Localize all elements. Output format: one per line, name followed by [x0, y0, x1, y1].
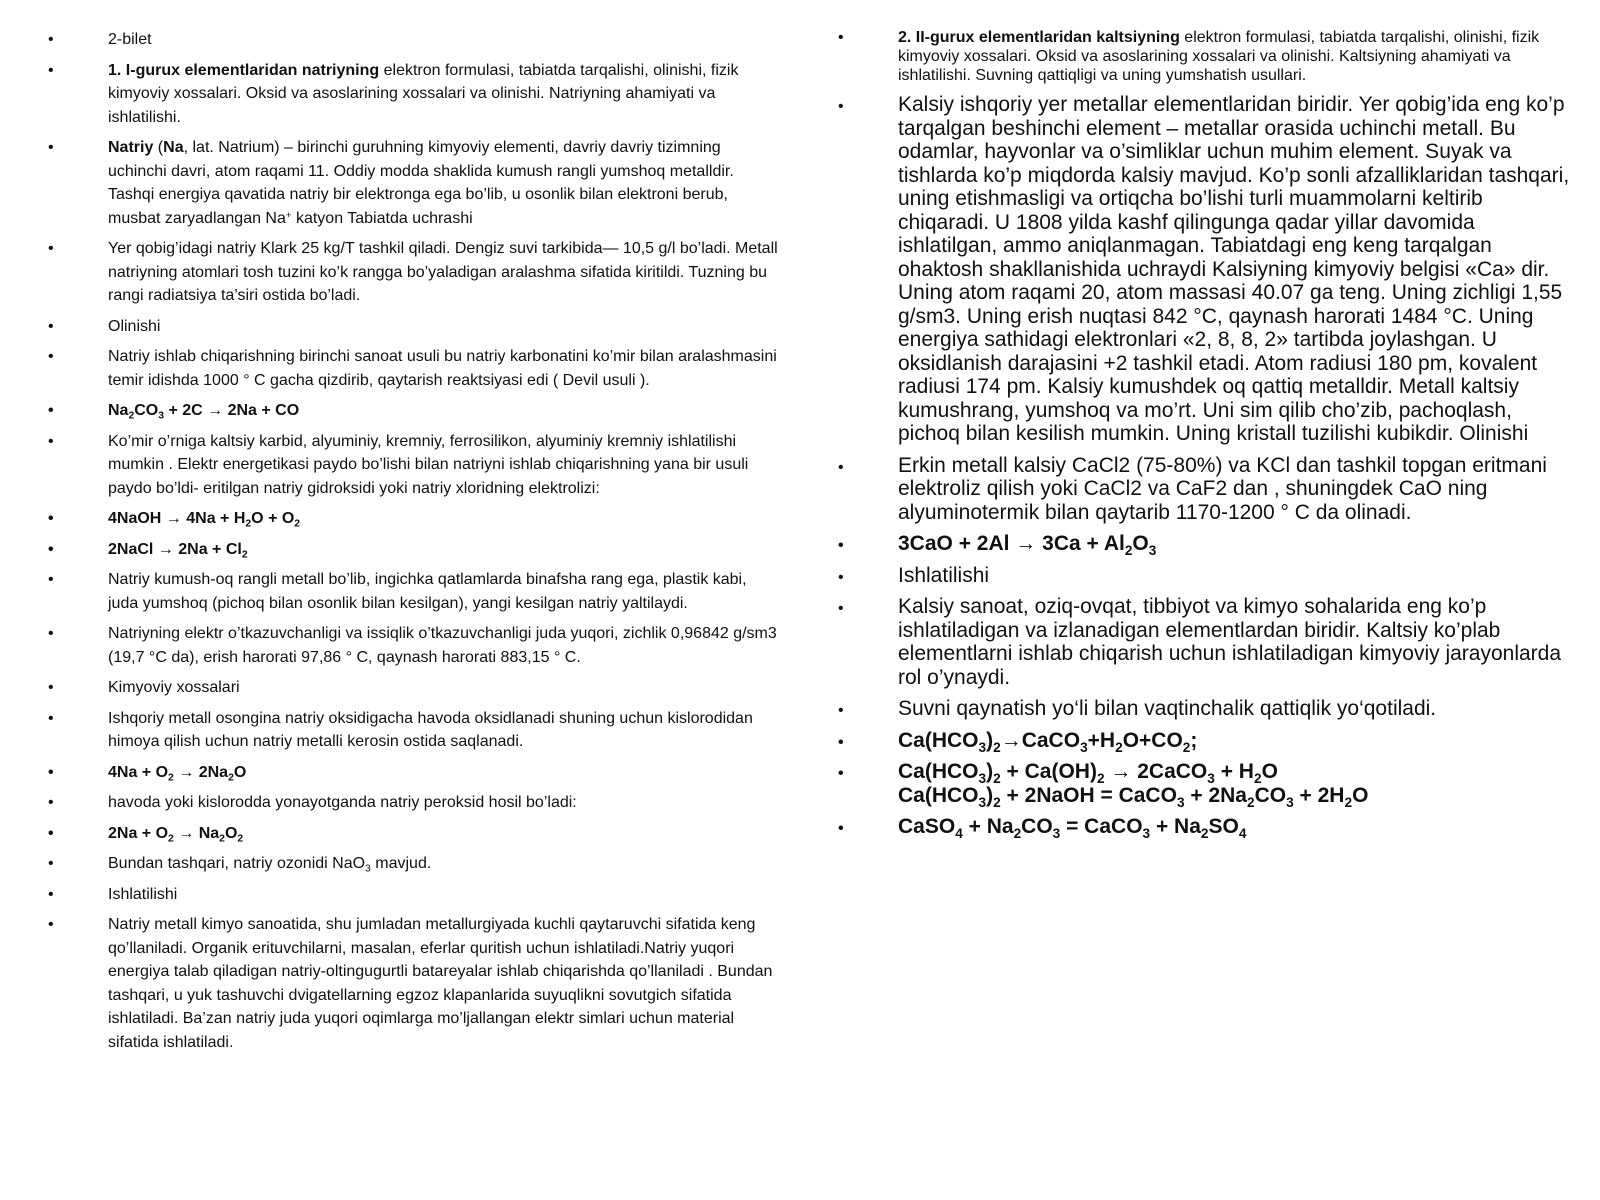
list-item — [40, 28, 780, 52]
section-ishlatilishi: Ishlatilishi — [108, 885, 178, 903]
text: ( — [153, 139, 164, 156]
bullet-dot-icon: • — [48, 794, 54, 811]
question-2-text: elektron formulasi, tabiatda tarqalishi, olinishi, fizik kimyoviy xossalari. Oksid va asoslarining xossalari va olinishi. Kaltsiyning ahamiyati va ishlatilishi. Suvning qattiqligi va uning yumshatish usullari. — [898, 29, 1540, 84]
intro-text: , lat. Natrium) – birinchi guruhning kimyoviy elementi, davriy davriy tizimning uchinchi davri, atom raqami 11. Oddiy modda shaklida kumush rangli yumshoq metalldir. Tashqi energiya qavatida natriy bir elektronga ega bo’lib, u osonlik bilan elektroni berub, musbat zaryadlangan Na — [108, 139, 734, 227]
list-item — [40, 761, 780, 785]
formula-3: 2NaCl → $2Na + Cl_2$ — [108, 540, 248, 561]
bullet-dot-icon: • — [838, 568, 844, 586]
list-item — [830, 697, 1570, 721]
question-2-heading: 2. II-gurux elementlaridan kaltsiyning — [898, 29, 1180, 46]
bullet-dot-icon: • — [48, 510, 54, 527]
industrial-method-paragraph: Natriy ishlab chiqarishning birinchi sanoat usuli bu natriy karbonatini ko’mir bilan aralashmasini temir idishda 1000 ° C gacha qizdirib, qaytarish reaktsiyasi edi ( Devil usuli ). — [108, 348, 777, 389]
list-item — [830, 729, 1570, 753]
bullet-dot-icon: • — [48, 31, 54, 48]
list-item — [40, 676, 780, 700]
calcium-usage-paragraph: Kalsiy sanoat, oziq-ovqat, tibbiyot va kimyo sohalarida eng ko’p ishlatiladigan va izlanadigan elementlardan biridir. Kaltsiy ko’plab elementlarni ishlab chiqarish uchun ishlatiladigan kimyoviy jarayonlarda rol o’ynaydi. — [898, 595, 1562, 689]
left-bullet-list — [40, 28, 780, 1054]
list-item — [40, 707, 780, 754]
list-item — [40, 791, 780, 815]
bullet-dot-icon: • — [48, 240, 54, 257]
question-1-heading: 1. I-gurux elementlaridan natriyning — [108, 61, 380, 79]
list-item — [40, 568, 780, 615]
charge-sup: + — [285, 209, 292, 221]
oxidation-paragraph: Ishqoriy metall osongina natriy oksidigacha havoda oksidlanadi shuning uchun kislorodidan himoya qilish uchun natriy metalli kerosin ostida saqlanadi. — [108, 709, 753, 750]
bullet-dot-icon: • — [48, 317, 54, 335]
list-item — [830, 564, 1570, 588]
bullet-dot-icon: • — [48, 855, 54, 872]
list-item — [830, 595, 1570, 689]
list-item — [40, 399, 780, 423]
symbol-na: Na — [163, 139, 184, 156]
question-1-text: elektron formulasi, tabiatda tarqalishi, olinishi, fizik kimyoviy xossalari. Oksid va asoslarining xossalari va olinishi. Natriyning ahamiyati va ishlatilishi. — [108, 61, 739, 126]
usage-paragraph: Natriy metall kimyo sanoatida, shu jumladan metallurgiyada kuchli qaytaruvchi sifatida keng qo’llaniladi. Organik erituvchilarni, masalan, eferlar quritish uchun ishlatiladi.Natriy yuqori energiya talab qiladigan natriy-oltingugurtli batareyalar ishlab chiqarishda qo’llaniladi . Bundan tashqari, u yuk tashuvchi dvigatellarning egzoz klapanlarida suyuqlikni sovutgich sifatida ishlatiladi. Ba’zan natriy juda yuqori oqimlarga mo’ljallangan elektr simlari uchun material sifatida ishlatiladi. — [108, 916, 773, 1051]
list-item — [830, 93, 1570, 446]
formula-9: $Ca(HCO_3)_2$ + 2NaOH = CaCO$_3$ + $2Na_2CO_3 + 2H_2O$ — [898, 783, 1369, 810]
list-item — [40, 538, 780, 562]
list-item — [40, 136, 780, 230]
list-item — [40, 430, 780, 501]
bullet-dot-icon: • — [838, 537, 844, 554]
water-hardness-paragraph: Suvni qaynatish yo‘li bilan vaqtinchalik qattiqlik yo‘qotiladi. — [898, 697, 1437, 720]
bullet-dot-icon: • — [48, 540, 54, 558]
list-item — [40, 507, 780, 531]
bullet-dot-icon: • — [48, 763, 54, 781]
bullet-dot-icon: • — [48, 61, 54, 79]
electrolysis-paragraph: Ko’mir o’rniga kaltsiy karbid, alyuminiy, kremniy, ferrosilikon, alyuminiy kremniy ishlatilishi mumkin . Elektr energetikasi paydo bo’lishi bilan natriyni ishlab chiqarishning yana bir usuli paydo bo’ldi- eritilgan natriy gidroksidi yoki natriy xloridning elektrolizi: — [108, 432, 749, 497]
bullet-dot-icon: • — [48, 824, 54, 842]
list-item — [40, 59, 780, 130]
list-item — [40, 622, 780, 669]
list-item — [40, 822, 780, 846]
intro-text-end: katyon Tabiatda uchrashi — [291, 209, 473, 227]
list-item — [40, 852, 780, 876]
list-item — [830, 454, 1570, 525]
bullet-dot-icon: • — [48, 916, 54, 933]
klark-paragraph: Yer qobig’idagi natriy Klark 25 kg/T tashkil qiladi. Dengiz suvi tarkibida— 10,5 g/l bo’ladi. Metall natriyning atomlari tosh tuzini ko’k rangga bo’yaladigan aralashma sifatida kiritildi. Tuzning bu rangi radiatsiya ta’siri ostida bo’ladi. — [108, 240, 778, 304]
physical-properties-paragraph: Natriy kumush-oq rangli metall bo’lib, ingichka qatlamlarda binafsha rang ega, plastik kabi, juda yumshoq (pichoq bilan osonlik bilan kesilgan), yangi kesilgan natriy yaltilaydi. — [108, 571, 747, 612]
formula-10: CaSO$_4$ + $Na_2CO_3$ = CaCO$_3$ + $Na_2SO_4$ — [898, 815, 1247, 841]
list-item — [40, 913, 780, 1054]
bullet-dot-icon: • — [48, 348, 54, 365]
conductivity-paragraph: Natriyning elektr o’tkazuvchanligi va issiqlik o’tkazuvchanligi juda yuqori, zichlik 0,96842 g/sm3 (19,7 °C da), erish harorati 97,86 ° C, qaynash harorati 883,15 ° C. — [108, 625, 777, 666]
list-item — [830, 532, 1570, 556]
formula-8: $Ca(HCO_3)_2 + Ca(OH)_2$ → 2CaCO$_3$ + $H_2O$ — [898, 760, 1278, 786]
bullet-dot-icon: • — [838, 765, 844, 782]
formula-1: $Na_2CO_3 + 2C \to 2Na$ + CO — [108, 402, 300, 422]
left-column — [40, 28, 780, 1061]
ticket-title: 2-bilet — [108, 31, 152, 48]
list-item — [40, 237, 780, 308]
formula-4: $4Na + O_2 \to 2Na_2O$ — [108, 763, 247, 784]
section-ishlatilishi: Ishlatilishi — [898, 563, 990, 587]
bullet-dot-icon: • — [48, 402, 54, 419]
section-olinishi: Olinishi — [108, 317, 161, 335]
formula-7: $Ca(HCO_3)_2\to CaCO_3+H_2O+CO_2$; — [898, 728, 1198, 755]
list-item — [40, 315, 780, 339]
calcium-paragraph: Kalsiy ishqoriy yer metallar elementlaridan biridir. Yer qobig’ida eng ko’p tarqalgan beshinchi element – metallar orasida uchinchi metall. Bu odamlar, hayvonlar va o’simliklar uchun muhim element. Suyak va tishlarda ko’p miqdorda kalsiy mavjud. Ko’p sonli afzalliklaridan tashqari, uning etishmasligi va ortiqcha bo’lishi turli muammolarni keltirib chiqaradi. U 1808 yilda kashf qilingunga qadar yillar davomida ishlatilgan, ammo aniqlanmagan. Tabiatdagi eng keng tarqalgan ohaktosh shakllanishida uchraydi Kalsiyning kimyoviy belgisi «Ca» dir. Uning atom raqami 20, atom massasi 40.07 ga teng. Uning zichligi 1,55 g/sm3. Uning erish nuqtasi 842 °C, qaynash harorati 1484 °C. Uning energiya sathidagi elektronlari «2, 8, 8, 2» tartibda joylashgan. U oksidlanish darajasini +2 tashkil etadi. Atom radiusi 180 pm, kovalent radiusi 174 pm. Kalsiy kumushdek oq qattiq metalldir. Metall kaltsiy kumushrang, yumshoq va mo’rt. Uni sim qilib cho’zib, pachoqlash, pichoq bilan kesilish mumkin. Uning kristall tuzilishi kubikdir. Olinishi — [898, 93, 1570, 445]
bullet-dot-icon: • — [838, 29, 844, 46]
calcium-production-paragraph: Erkin metall kalsiy CaCl2 (75-80%) va KCl dan tashkil topgan eritmani elektroliz qilish yoki CaCl2 va CaF2 dan , shuningdek CaO ning alyuminotermik bilan qaytarib 1170-1200 ° C da olinadi. — [898, 453, 1547, 524]
bullet-dot-icon: • — [48, 885, 54, 903]
bullet-dot-icon: • — [838, 458, 844, 476]
formula-5: $2Na + O_2 \to Na_2O_2$ — [108, 824, 244, 845]
term-natriy: Natriy — [108, 139, 154, 156]
formula-2: 4NaOH → $4Na + H_2O + O_2$ — [108, 510, 301, 530]
bullet-dot-icon: • — [48, 571, 54, 588]
bullet-dot-icon: • — [48, 139, 54, 156]
list-item — [830, 28, 1570, 85]
right-column — [830, 28, 1570, 847]
right-bullet-list — [830, 28, 1570, 839]
peroxide-paragraph: havoda yoki kislorodda yonayotganda natriy peroksid hosil bo’ladi: — [108, 794, 577, 811]
bullet-dot-icon: • — [838, 702, 844, 719]
bullet-dot-icon: • — [838, 820, 844, 837]
list-item — [40, 883, 780, 907]
bullet-dot-icon: • — [838, 600, 844, 617]
bullet-dot-icon: • — [48, 432, 54, 450]
list-item — [830, 815, 1570, 839]
list-item — [40, 345, 780, 392]
bullet-dot-icon: • — [48, 709, 54, 727]
formula-6: $3CaO + 2Al \to 3Ca + Al_2O_3$ — [898, 532, 1157, 558]
bullet-dot-icon: • — [838, 98, 844, 115]
ozonide-paragraph: Bundan tashqari, natriy ozonidi NaO$_3$ mavjud. — [108, 855, 432, 875]
bullet-dot-icon: • — [48, 679, 54, 696]
section-kimyoviy: Kimyoviy xossalari — [108, 679, 240, 696]
bullet-dot-icon: • — [838, 733, 844, 751]
list-item — [830, 760, 1570, 810]
bullet-dot-icon: • — [48, 625, 54, 642]
